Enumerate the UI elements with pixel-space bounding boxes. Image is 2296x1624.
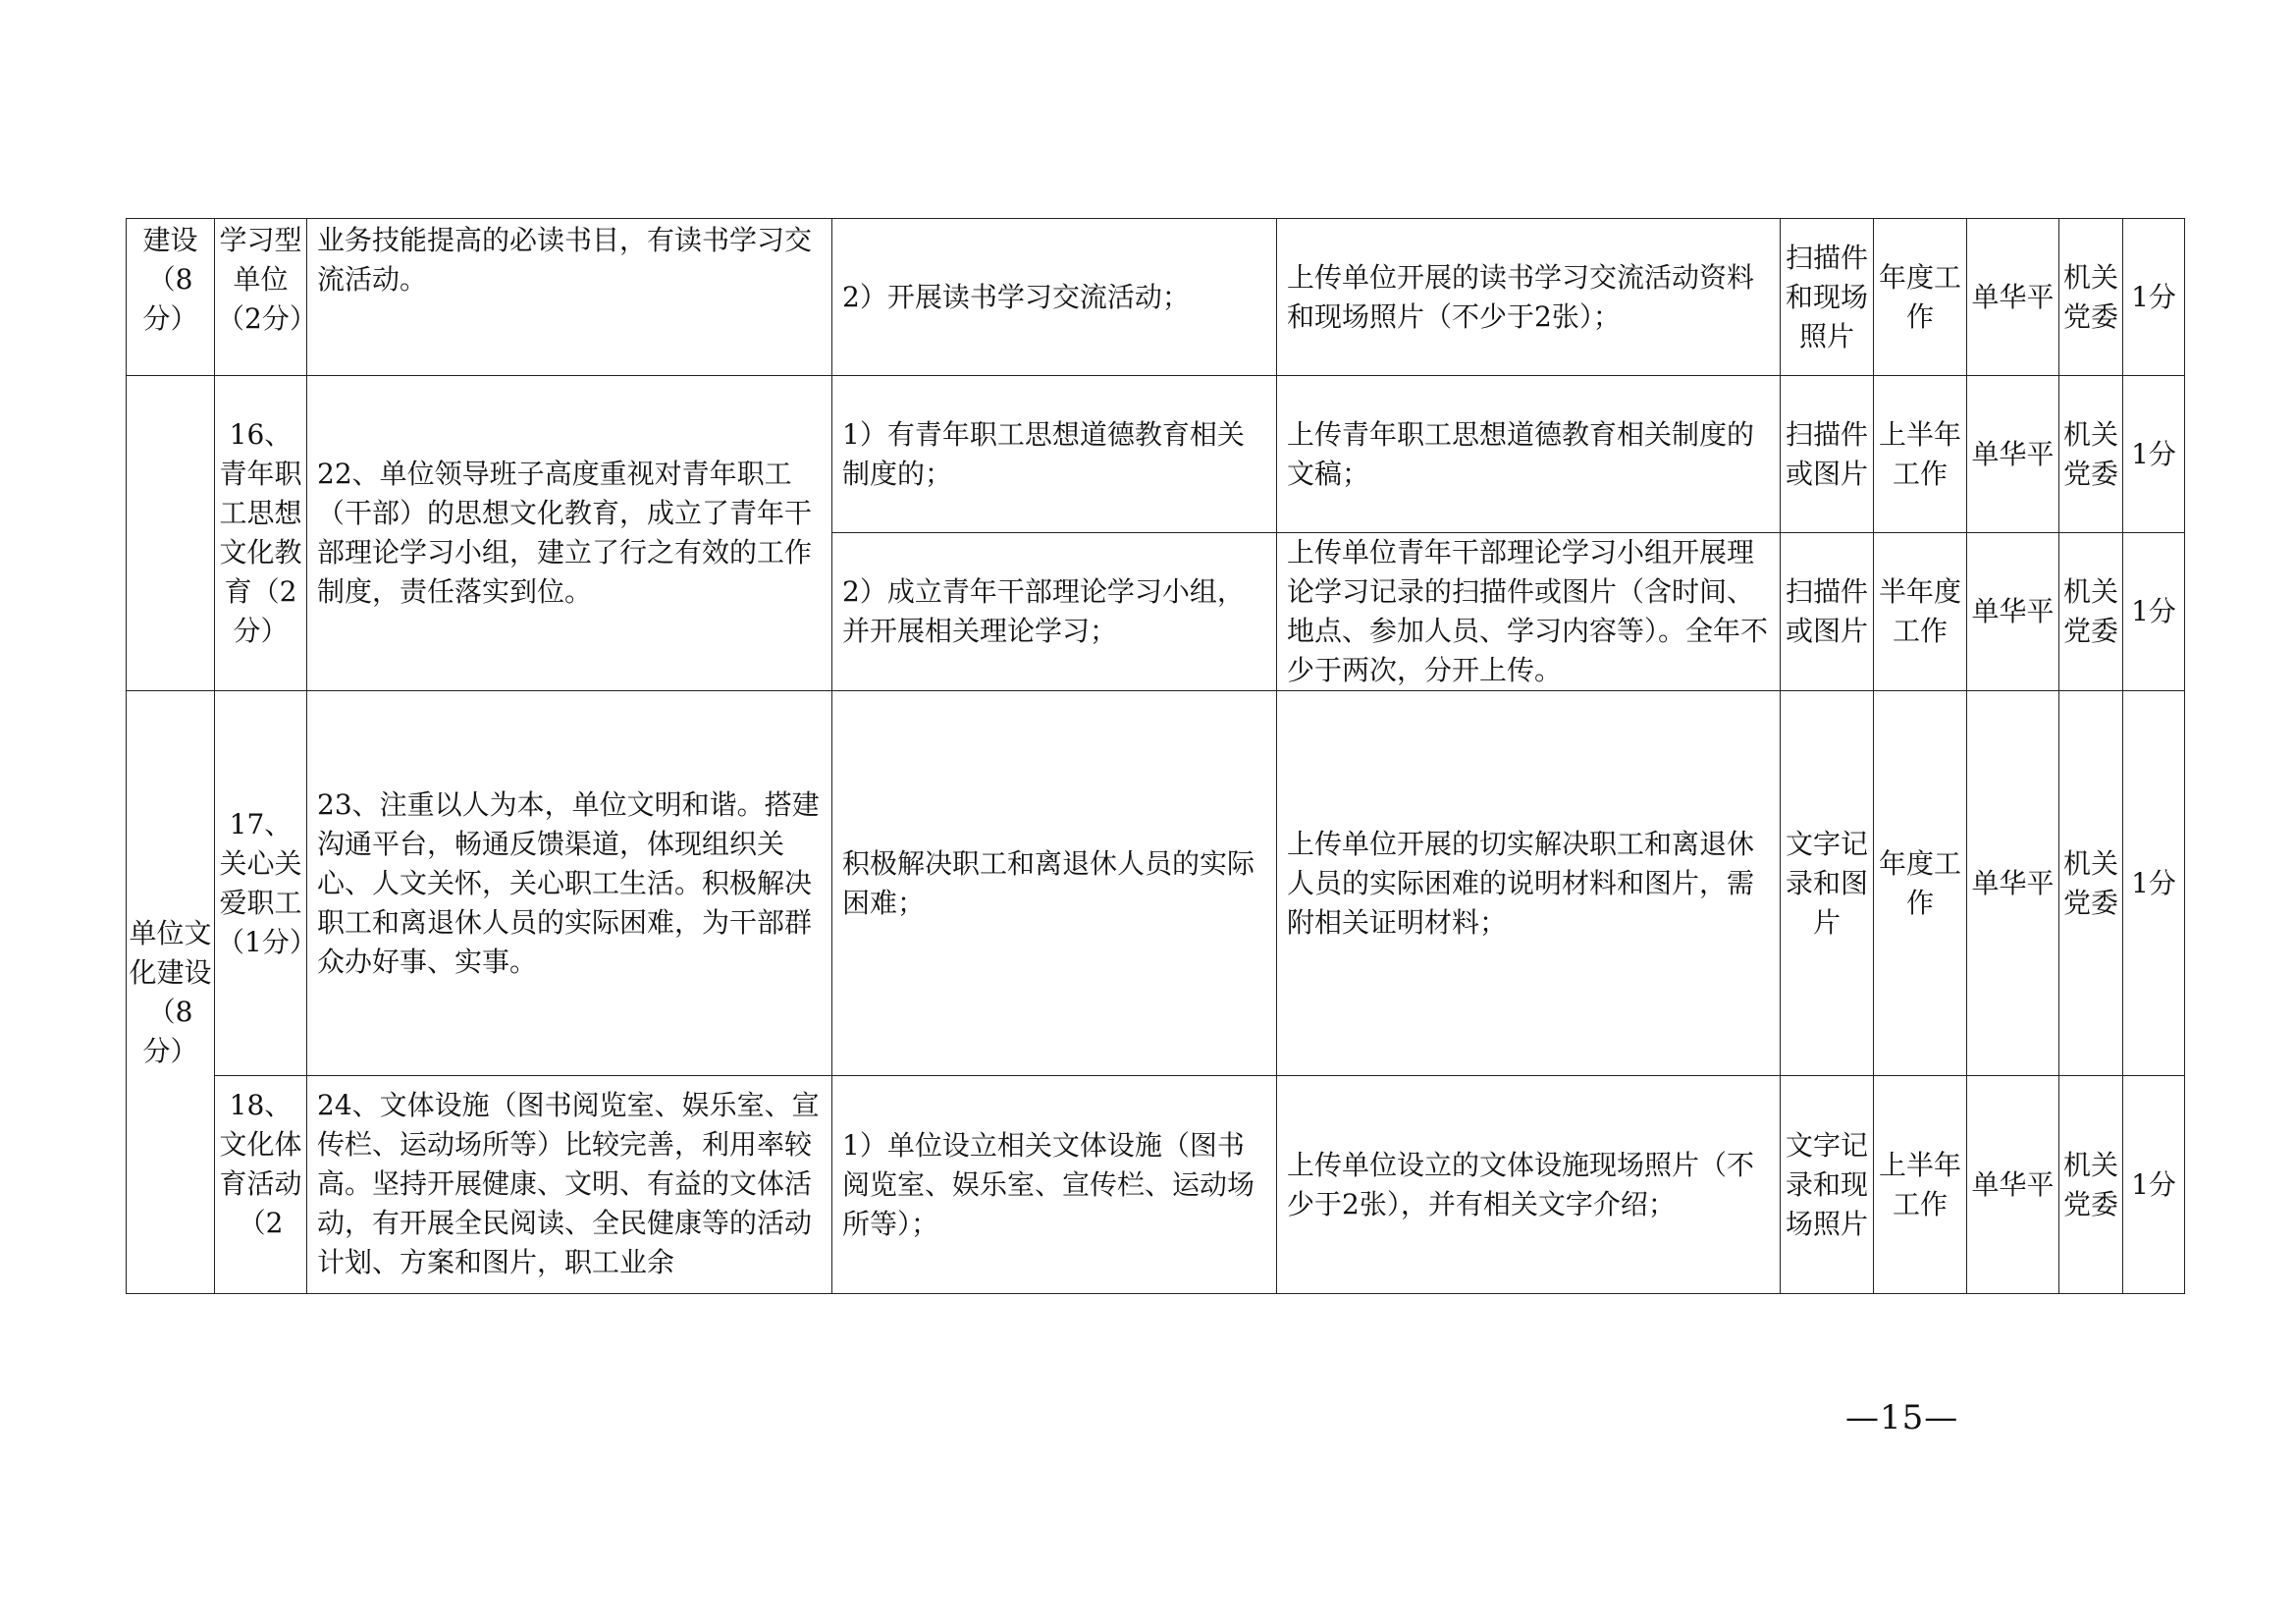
standard-cell: 23、注重以人为本，单位文明和谐。搭建沟通平台，畅通反馈渠道，体现组织关心、人文关怀，关心职工生活。积极解决职工和离退休人员的实际困难，为干部群众办好事、实事。 <box>307 691 832 1076</box>
unit-cell: 单华平 <box>1967 1076 2059 1294</box>
item-cell: 1）有青年职工思想道德教育相关制度的； <box>832 376 1277 533</box>
category-cell: 建设（8分） <box>127 219 215 376</box>
subcategory-cell: 17、关心关爱职工（1分） <box>215 691 307 1076</box>
score-cell: 1分 <box>2123 691 2185 1076</box>
period-cell: 半年度工作 <box>1874 533 1967 691</box>
score-cell: 1分 <box>2123 533 2185 691</box>
table-row <box>127 691 2185 1076</box>
unit-cell: 单华平 <box>1967 219 2059 376</box>
evaluation-table <box>126 218 2185 1294</box>
subcategory-cell: 18、文化体育活动（2 <box>215 1076 307 1294</box>
unit-cell: 单华平 <box>1967 533 2059 691</box>
requirement-cell: 上传青年职工思想道德教育相关制度的文稿； <box>1277 376 1781 533</box>
format-cell: 文字记录和图片 <box>1781 691 1874 1076</box>
item-cell: 2）开展读书学习交流活动； <box>832 219 1277 376</box>
category-cell: 单位文化建设（8分） <box>127 691 215 1294</box>
page-number: —15— <box>1845 1398 1959 1437</box>
subcategory-cell: 学习型单位（2分） <box>215 219 307 376</box>
table-row <box>127 376 2185 533</box>
score-cell: 1分 <box>2123 376 2185 533</box>
org-cell: 机关党委 <box>2059 219 2123 376</box>
requirement-cell: 上传单位开展的切实解决职工和离退休人员的实际困难的说明材料和图片，需附相关证明材料； <box>1277 691 1781 1076</box>
score-cell: 1分 <box>2123 219 2185 376</box>
item-cell: 2）成立青年干部理论学习小组，并开展相关理论学习； <box>832 533 1277 691</box>
standard-cell: 业务技能提高的必读书目，有读书学习交流活动。 <box>307 219 832 376</box>
score-cell: 1分 <box>2123 1076 2185 1294</box>
standard-cell: 24、文体设施（图书阅览室、娱乐室、宣传栏、运动场所等）比较完善，利用率较高。坚持开展健康、文明、有益的文体活动，有开展全民阅读、全民健康等的活动计划、方案和图片，职工业余 <box>307 1076 832 1294</box>
period-cell: 上半年工作 <box>1874 376 1967 533</box>
standard-cell: 22、单位领导班子高度重视对青年职工（干部）的思想文化教育，成立了青年干部理论学习小组，建立了行之有效的工作制度，责任落实到位。 <box>307 376 832 691</box>
format-cell: 扫描件或图片 <box>1781 533 1874 691</box>
subcategory-cell: 16、青年职工思想文化教育（2分） <box>215 376 307 691</box>
table-row <box>127 1076 2185 1294</box>
period-cell: 年度工作 <box>1874 691 1967 1076</box>
format-cell: 文字记录和现场照片 <box>1781 1076 1874 1294</box>
period-cell: 年度工作 <box>1874 219 1967 376</box>
item-cell: 1）单位设立相关文体设施（图书阅览室、娱乐室、宣传栏、运动场所等）； <box>832 1076 1277 1294</box>
period-cell: 上半年工作 <box>1874 1076 1967 1294</box>
requirement-cell: 上传单位设立的文体设施现场照片（不少于2张），并有相关文字介绍； <box>1277 1076 1781 1294</box>
requirement-cell: 上传单位开展的读书学习交流活动资料和现场照片（不少于2张）； <box>1277 219 1781 376</box>
unit-cell: 单华平 <box>1967 691 2059 1076</box>
org-cell: 机关党委 <box>2059 533 2123 691</box>
format-cell: 扫描件和现场照片 <box>1781 219 1874 376</box>
unit-cell: 单华平 <box>1967 376 2059 533</box>
org-cell: 机关党委 <box>2059 1076 2123 1294</box>
format-cell: 扫描件或图片 <box>1781 376 1874 533</box>
requirement-cell: 上传单位青年干部理论学习小组开展理论学习记录的扫描件或图片（含时间、地点、参加人员、学习内容等）。全年不少于两次，分开上传。 <box>1277 533 1781 691</box>
org-cell: 机关党委 <box>2059 691 2123 1076</box>
item-cell: 积极解决职工和离退休人员的实际困难； <box>832 691 1277 1076</box>
org-cell: 机关党委 <box>2059 376 2123 533</box>
category-cell-empty <box>127 376 215 691</box>
table-row <box>127 219 2185 376</box>
